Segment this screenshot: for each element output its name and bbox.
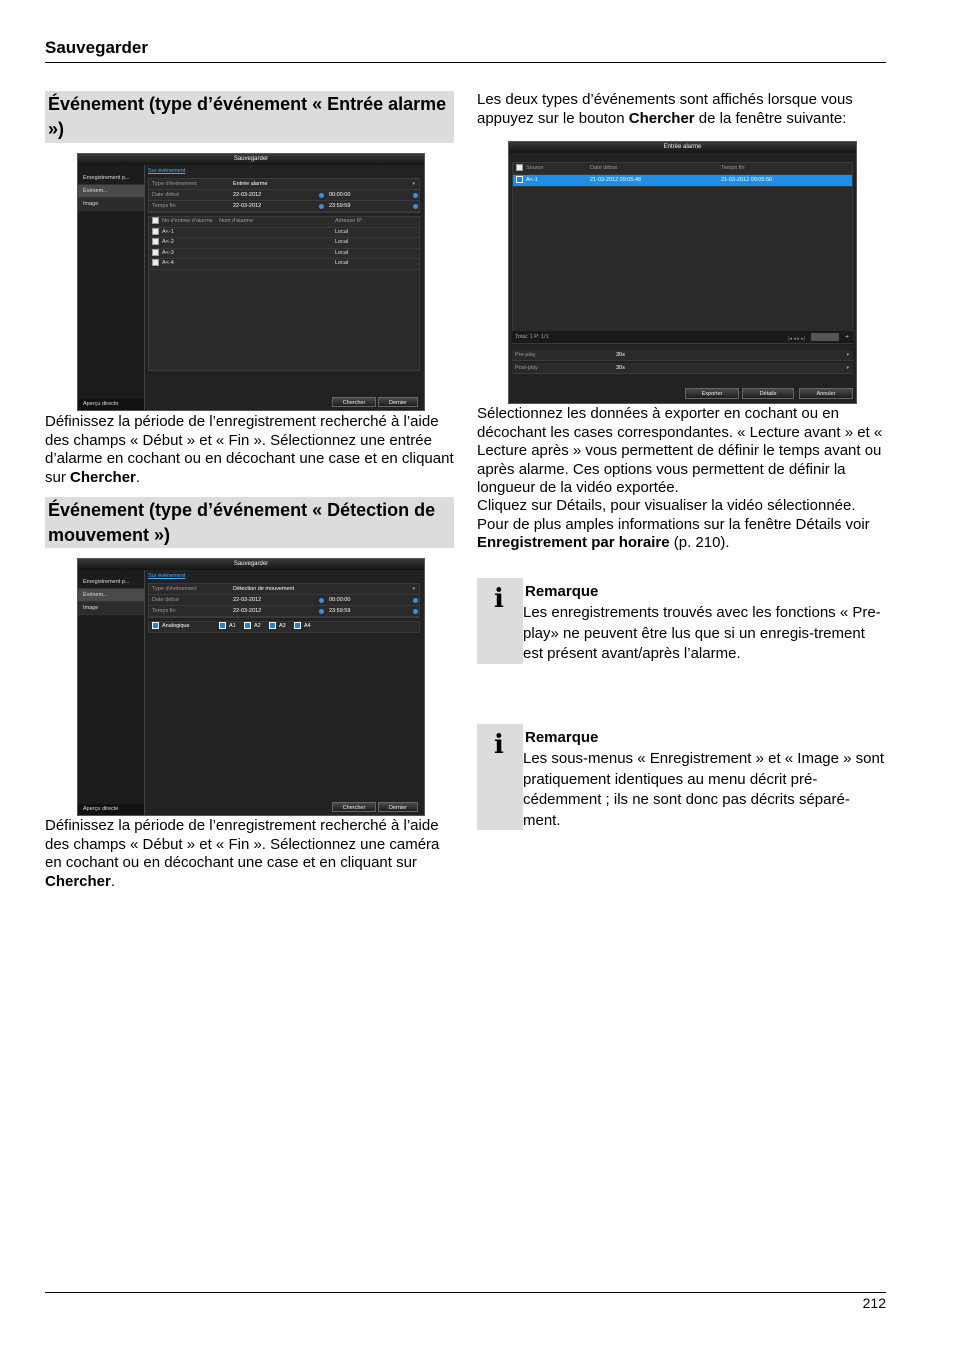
right-details-paragraph: Cliquez sur Détails, pour visualiser la vidéo sélectionnée. Pour de plus amples informations sur la fenêtre Détails voir Enregistrement par horaire (p. 210). xyxy=(477,497,870,551)
dvr-sidebar xyxy=(78,165,145,410)
section1-paragraph: Définissez la période de l’enregistrement recherché à l’aide des champs « Début » et « Fin ». Sélectionnez une entrée d’alarme en cochant ou en décochant une case et en cliquant sur Chercher. xyxy=(45,413,454,486)
page-input[interactable] xyxy=(811,333,839,341)
checkbox[interactable] xyxy=(152,259,159,266)
dvr-tab-event[interactable]: Sur événement xyxy=(148,168,186,174)
table-row[interactable]: A<-2 Local xyxy=(149,238,419,249)
note-text: Les enregistrements trouvés avec les fonctions « Pre-play» ne peuvent être lus que si un enregis-trement est présent avant/après l’alarme. xyxy=(523,604,881,662)
dvr-menu-event[interactable]: Événem... xyxy=(78,185,144,198)
clock-icon[interactable] xyxy=(413,204,418,209)
dvr-tab-event[interactable]: Sur événement xyxy=(148,573,186,579)
dvr-live-view-button[interactable]: Aperçu directe xyxy=(78,804,144,815)
checkbox[interactable] xyxy=(152,228,159,235)
dvr-menu-recording[interactable]: Enregistrement p... xyxy=(78,172,144,185)
info-icon: i xyxy=(494,584,504,614)
dvr-row-end-time[interactable]: Temps fin 22-03-2012 23:59:59 xyxy=(149,606,419,617)
section-heading-detection-mouvement: Événement (type d’événement « Détection de mouvement ») xyxy=(45,497,454,548)
total-count: Total: 1 P: 1/1 xyxy=(515,334,549,340)
note-box-2 xyxy=(477,724,887,830)
dvr-camera-selection: Analogique A1 A2 A3 A4 xyxy=(148,621,420,633)
pagination-bar xyxy=(512,331,853,343)
calendar-icon[interactable] xyxy=(319,193,324,198)
dvr-row-start-date[interactable]: Date début 22-03-2012 00:00:00 xyxy=(149,595,419,606)
dvr-sidebar xyxy=(78,570,145,815)
note-text: Les sous-menus « Enregistrement » et « Image » sont pratiquement identiques au menu décrit pré-cédemment ; ils ne sont donc pas décrits séparé-ment. xyxy=(523,750,885,829)
checkbox[interactable] xyxy=(152,238,159,245)
section-heading-entree-alarme: Événement (type d’événement « Entrée alarme ») xyxy=(45,91,454,143)
dvr-menu-recording[interactable]: Enregistrement p... xyxy=(78,576,144,589)
note-title: Remarque xyxy=(525,729,599,746)
dvr-title: Sauvegarder xyxy=(78,559,424,570)
clock-icon[interactable] xyxy=(413,598,418,603)
go-icon[interactable]: ➔ xyxy=(844,334,849,340)
select-all-checkbox[interactable] xyxy=(152,217,159,224)
dvr-screenshot-search-results xyxy=(508,141,857,404)
back-button[interactable]: Dernier xyxy=(378,397,418,407)
dvr-menu-image[interactable]: Image xyxy=(78,602,144,615)
preplay-row[interactable]: Pre-play 30s ▾ xyxy=(512,350,853,361)
chevron-down-icon: ▾ xyxy=(846,365,849,371)
info-icon: i xyxy=(494,730,504,760)
chevron-down-icon: ▾ xyxy=(412,586,415,592)
back-button[interactable]: Dernier xyxy=(378,802,418,812)
calendar-icon[interactable] xyxy=(319,609,324,614)
dvr-screenshot-alarm-input xyxy=(77,153,425,411)
right-main-paragraph: Sélectionnez les données à exporter en cochant ou en décochant les cases correspondantes. « Lecture avant » et « Lecture après » vous permettent de définir le temps avant ou après alarme. Ces options vous permettent de définir la longueur de la vidéo exportée. xyxy=(477,405,883,496)
dvr-menu-image[interactable]: Image xyxy=(78,198,144,211)
checkbox[interactable] xyxy=(152,249,159,256)
note-title: Remarque xyxy=(525,583,599,600)
dvr-row-event-type[interactable]: Type d'événement Entrée alarme ▾ xyxy=(149,179,419,190)
dvr-row-end-time[interactable]: Temps fin 22-03-2012 23:59:59 xyxy=(149,201,419,212)
checkbox-camera-a1[interactable] xyxy=(219,622,226,629)
chevron-down-icon: ▾ xyxy=(846,352,849,358)
checkbox-camera-a4[interactable] xyxy=(294,622,301,629)
export-button[interactable]: Exporter xyxy=(685,388,739,399)
dvr-title: Entrée alarme xyxy=(509,142,856,153)
right-intro-paragraph: Les deux types d’événements sont affichés lorsque vous appuyez sur le bouton Chercher de la fenêtre suivante: xyxy=(477,91,853,127)
clock-icon[interactable] xyxy=(413,609,418,614)
calendar-icon[interactable] xyxy=(319,598,324,603)
search-button[interactable]: Chercher xyxy=(332,802,376,812)
pagination-controls[interactable]: |◂ ◂ ▸ ▸| xyxy=(788,336,805,342)
table-row[interactable]: A<-4 Local xyxy=(149,259,419,270)
dvr-row-start-date[interactable]: Date début 22-03-2012 00:00:00 xyxy=(149,190,419,201)
dvr-row-event-type[interactable]: Type d'événement Détection de mouvement ▾ xyxy=(149,584,419,595)
dvr-alarm-table: No d'entrée d'alarme Nom d'alarme Adresse IP A<-1 Local A<-2 Local A<-3 Local A<-4 Local xyxy=(148,216,420,371)
page-number: 212 xyxy=(862,1295,886,1311)
table-row[interactable]: A<-3 Local xyxy=(149,249,419,260)
postplay-row[interactable]: Post-play 30s ▾ xyxy=(512,363,853,374)
clock-icon[interactable] xyxy=(413,193,418,198)
results-table: Source Date début Temps fin A<-1 21-03-2012 09:05:48 21-03-2012 09:05:50 xyxy=(512,162,853,344)
dvr-title: Sauvegarder xyxy=(78,154,424,165)
table-row[interactable]: A<-1 Local xyxy=(149,228,419,239)
calendar-icon[interactable] xyxy=(319,204,324,209)
footer-rule xyxy=(45,1292,886,1293)
checkbox-analog[interactable] xyxy=(152,622,159,629)
details-button[interactable]: Détails xyxy=(742,388,794,399)
dvr-live-view-button[interactable]: Aperçu directo xyxy=(78,399,144,410)
section2-paragraph: Définissez la période de l’enregistrement recherché à l’aide des champs « Début » et « Fin ». Sélectionnez une caméra en cochant ou en décochant une case et en cliquant sur Chercher. xyxy=(45,817,440,890)
page-header-title: Sauvegarder xyxy=(45,38,148,57)
search-button[interactable]: Chercher xyxy=(332,397,376,407)
checkbox-camera-a2[interactable] xyxy=(244,622,251,629)
note-box-1 xyxy=(477,578,887,664)
checkbox[interactable] xyxy=(516,176,523,183)
select-all-checkbox[interactable] xyxy=(516,164,523,171)
header-rule xyxy=(45,62,886,63)
checkbox-camera-a3[interactable] xyxy=(269,622,276,629)
cancel-button[interactable]: Annuler xyxy=(799,388,853,399)
table-row-selected[interactable]: A<-1 21-03-2012 09:05:48 21-03-2012 09:05:50 xyxy=(513,175,852,187)
dvr-screenshot-motion-detection xyxy=(77,558,425,816)
chevron-down-icon: ▾ xyxy=(412,181,415,187)
dvr-menu-event[interactable]: Événem... xyxy=(78,589,144,602)
